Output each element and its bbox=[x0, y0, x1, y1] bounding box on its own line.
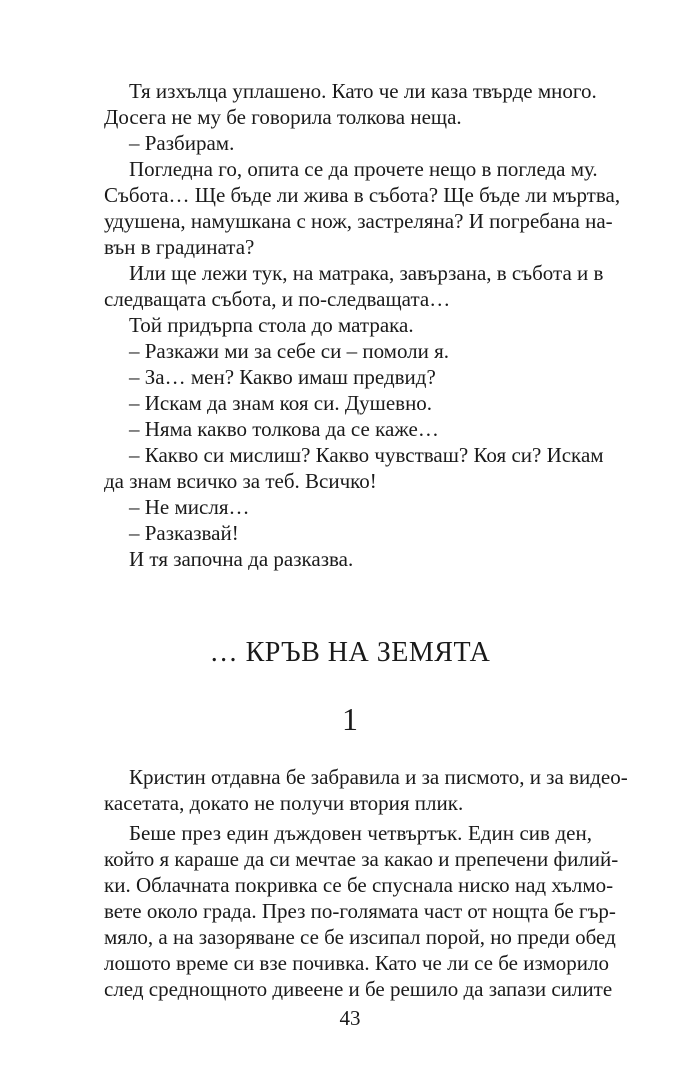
paragraph-line: Погледна го, опита се да прочете нещо в погледа му. bbox=[129, 157, 598, 181]
paragraph-line: ки. Облачната покривка се бе спуснала ниско над хълмо- bbox=[104, 873, 614, 897]
paragraph-line: касетата, докато не получи втория плик. bbox=[104, 791, 464, 815]
paragraph-line: – Няма какво толкова да се каже… bbox=[129, 417, 439, 441]
paragraph-line: след среднощното дивеене и бе решило да запази силите bbox=[104, 977, 613, 1001]
chapter-number: 1 bbox=[342, 701, 358, 737]
paragraph-line: Тя изхълца уплашено. Като че ли каза твърде много. bbox=[129, 79, 597, 103]
paragraph-line: – Разказвай! bbox=[129, 521, 239, 545]
paragraph-line: – Разкажи ми за себе си – помоли я. bbox=[129, 339, 450, 363]
paragraph-line: вън в градината? bbox=[104, 235, 255, 259]
paragraph-line: Беше през един дъждовен четвъртък. Един сив ден, bbox=[129, 821, 592, 845]
paragraph-line: И тя започна да разказва. bbox=[129, 547, 354, 571]
paragraph-line: Той придърпа стола до матрака. bbox=[129, 313, 414, 337]
paragraph-line: лошото време си взе почивка. Като че ли се бе изморило bbox=[104, 951, 609, 975]
paragraph-line: – Разбирам. bbox=[129, 131, 235, 155]
paragraph-line: вете около града. През по-голямата част от нощта бе гър- bbox=[104, 899, 616, 923]
chapter-title: … КРЪВ НА ЗЕМЯТА bbox=[209, 637, 491, 668]
paragraph-line: който я караше да си мечтае за какао и препечени филий- bbox=[104, 847, 619, 871]
paragraph-line: мяло, а на зазоряване се бе изсипал порой, но преди обед bbox=[104, 925, 616, 949]
paragraph-line: – Искам да знам коя си. Душевно. bbox=[129, 391, 433, 415]
paragraph-line: – Не мисля… bbox=[129, 495, 250, 519]
paragraph-line: Кристин отдавна бе забравила и за писмото, и за видео- bbox=[129, 765, 628, 789]
paragraph-line: – За… мен? Какво имаш предвид? bbox=[129, 365, 436, 389]
paragraph-line: Досега не му бе говорила толкова неща. bbox=[104, 105, 462, 129]
paragraph-line: Или ще лежи тук, на матрака, завързана, в събота и в bbox=[129, 261, 604, 285]
paragraph-line: следващата събота, и по-следващата… bbox=[104, 287, 451, 311]
paragraph-line: удушена, намушкана с нож, застреляна? И погребана на- bbox=[104, 209, 613, 233]
paragraph-line: – Какво си мислиш? Какво чувстваш? Коя си? Искам bbox=[129, 443, 604, 467]
paragraph-line: да знам всичко за теб. Всичко! bbox=[104, 469, 377, 493]
page-number: 43 bbox=[339, 1006, 361, 1030]
paragraph-line: Събота… Ще бъде ли жива в събота? Ще бъде ли мъртва, bbox=[104, 183, 621, 207]
